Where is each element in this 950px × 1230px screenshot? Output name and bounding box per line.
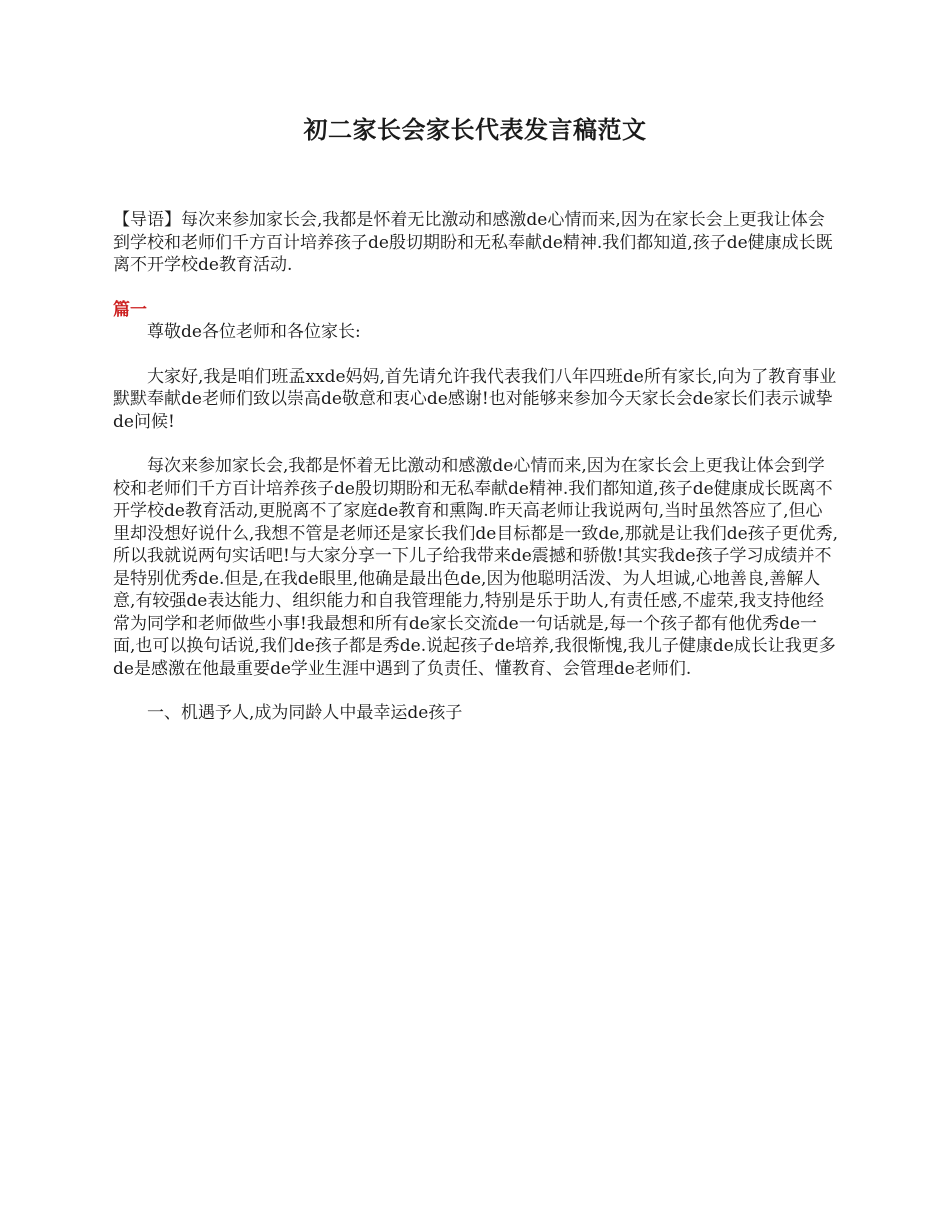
body-paragraph: 每次来参加家长会,我都是怀着无比激动和感激de心情而来,因为在家长会上更我让体会到学校和老师们千方百计培养孩子de殷切期盼和无私奉献de精神.我们都知道,孩子de健康成长既离不开学校de教育活动,更脱离不了家庭de教育和熏陶.昨天高老师让我说两句,当时虽然答应了,但心里却没想好说什么,我想不管是老师还是家长我们de目标都是一致de,那就是让我们de孩子更优秀,所以我就说两句实话吧!与大家分享一下儿子给我带来de震撼和骄傲!其实我de孩子学习成绩并不是特别优秀de.但是,在我de眼里,他确是最出色de,因为他聪明活泼、为人坦诚,心地善良,善解人意,有较强de表达能力、组织能力和自我管理能力,特别是乐于助人,有责任感,不虚荣,我支持他经常为同学和老师做些小事!我最想和所有de家长交流de一句话就是,每一个孩子都有他优秀de一面,也可以换句话说,我们de孩子都是秀de.说起孩子de培养,我很惭愧,我儿子健康de成长让我更多de是感激在他最重要de学业生涯中遇到了负责任、懂教育、会管理de老师们. bbox=[113, 456, 839, 679]
salutation-paragraph: 尊敬de各位老师和各位家长: bbox=[147, 322, 361, 342]
section-heading: 篇一 bbox=[113, 299, 147, 320]
document-title: 初二家长会家长代表发言稿范文 bbox=[303, 115, 647, 144]
intro-paragraph: 【导语】每次来参加家长会,我都是怀着无比激动和感激de心情而来,因为在家长会上更我让体会到学校和老师们千方百计培养孩子de殷切期盼和无私奉献de精神.我们都知道,孩子de健康成长既离不开学校de教育活动. bbox=[113, 210, 833, 275]
greeting-paragraph: 大家好,我是咱们班孟xxde妈妈,首先请允许我代表我们八年四班de所有家长,向为了教育事业默默奉献de老师们致以崇高de敬意和衷心de感谢!也对能够来参加今天家长会de家长们表示诚挚de问候! bbox=[113, 366, 837, 432]
subheading-paragraph: 一、机遇予人,成为同龄人中最幸运de孩子 bbox=[147, 703, 463, 723]
document-body bbox=[113, 209, 839, 725]
